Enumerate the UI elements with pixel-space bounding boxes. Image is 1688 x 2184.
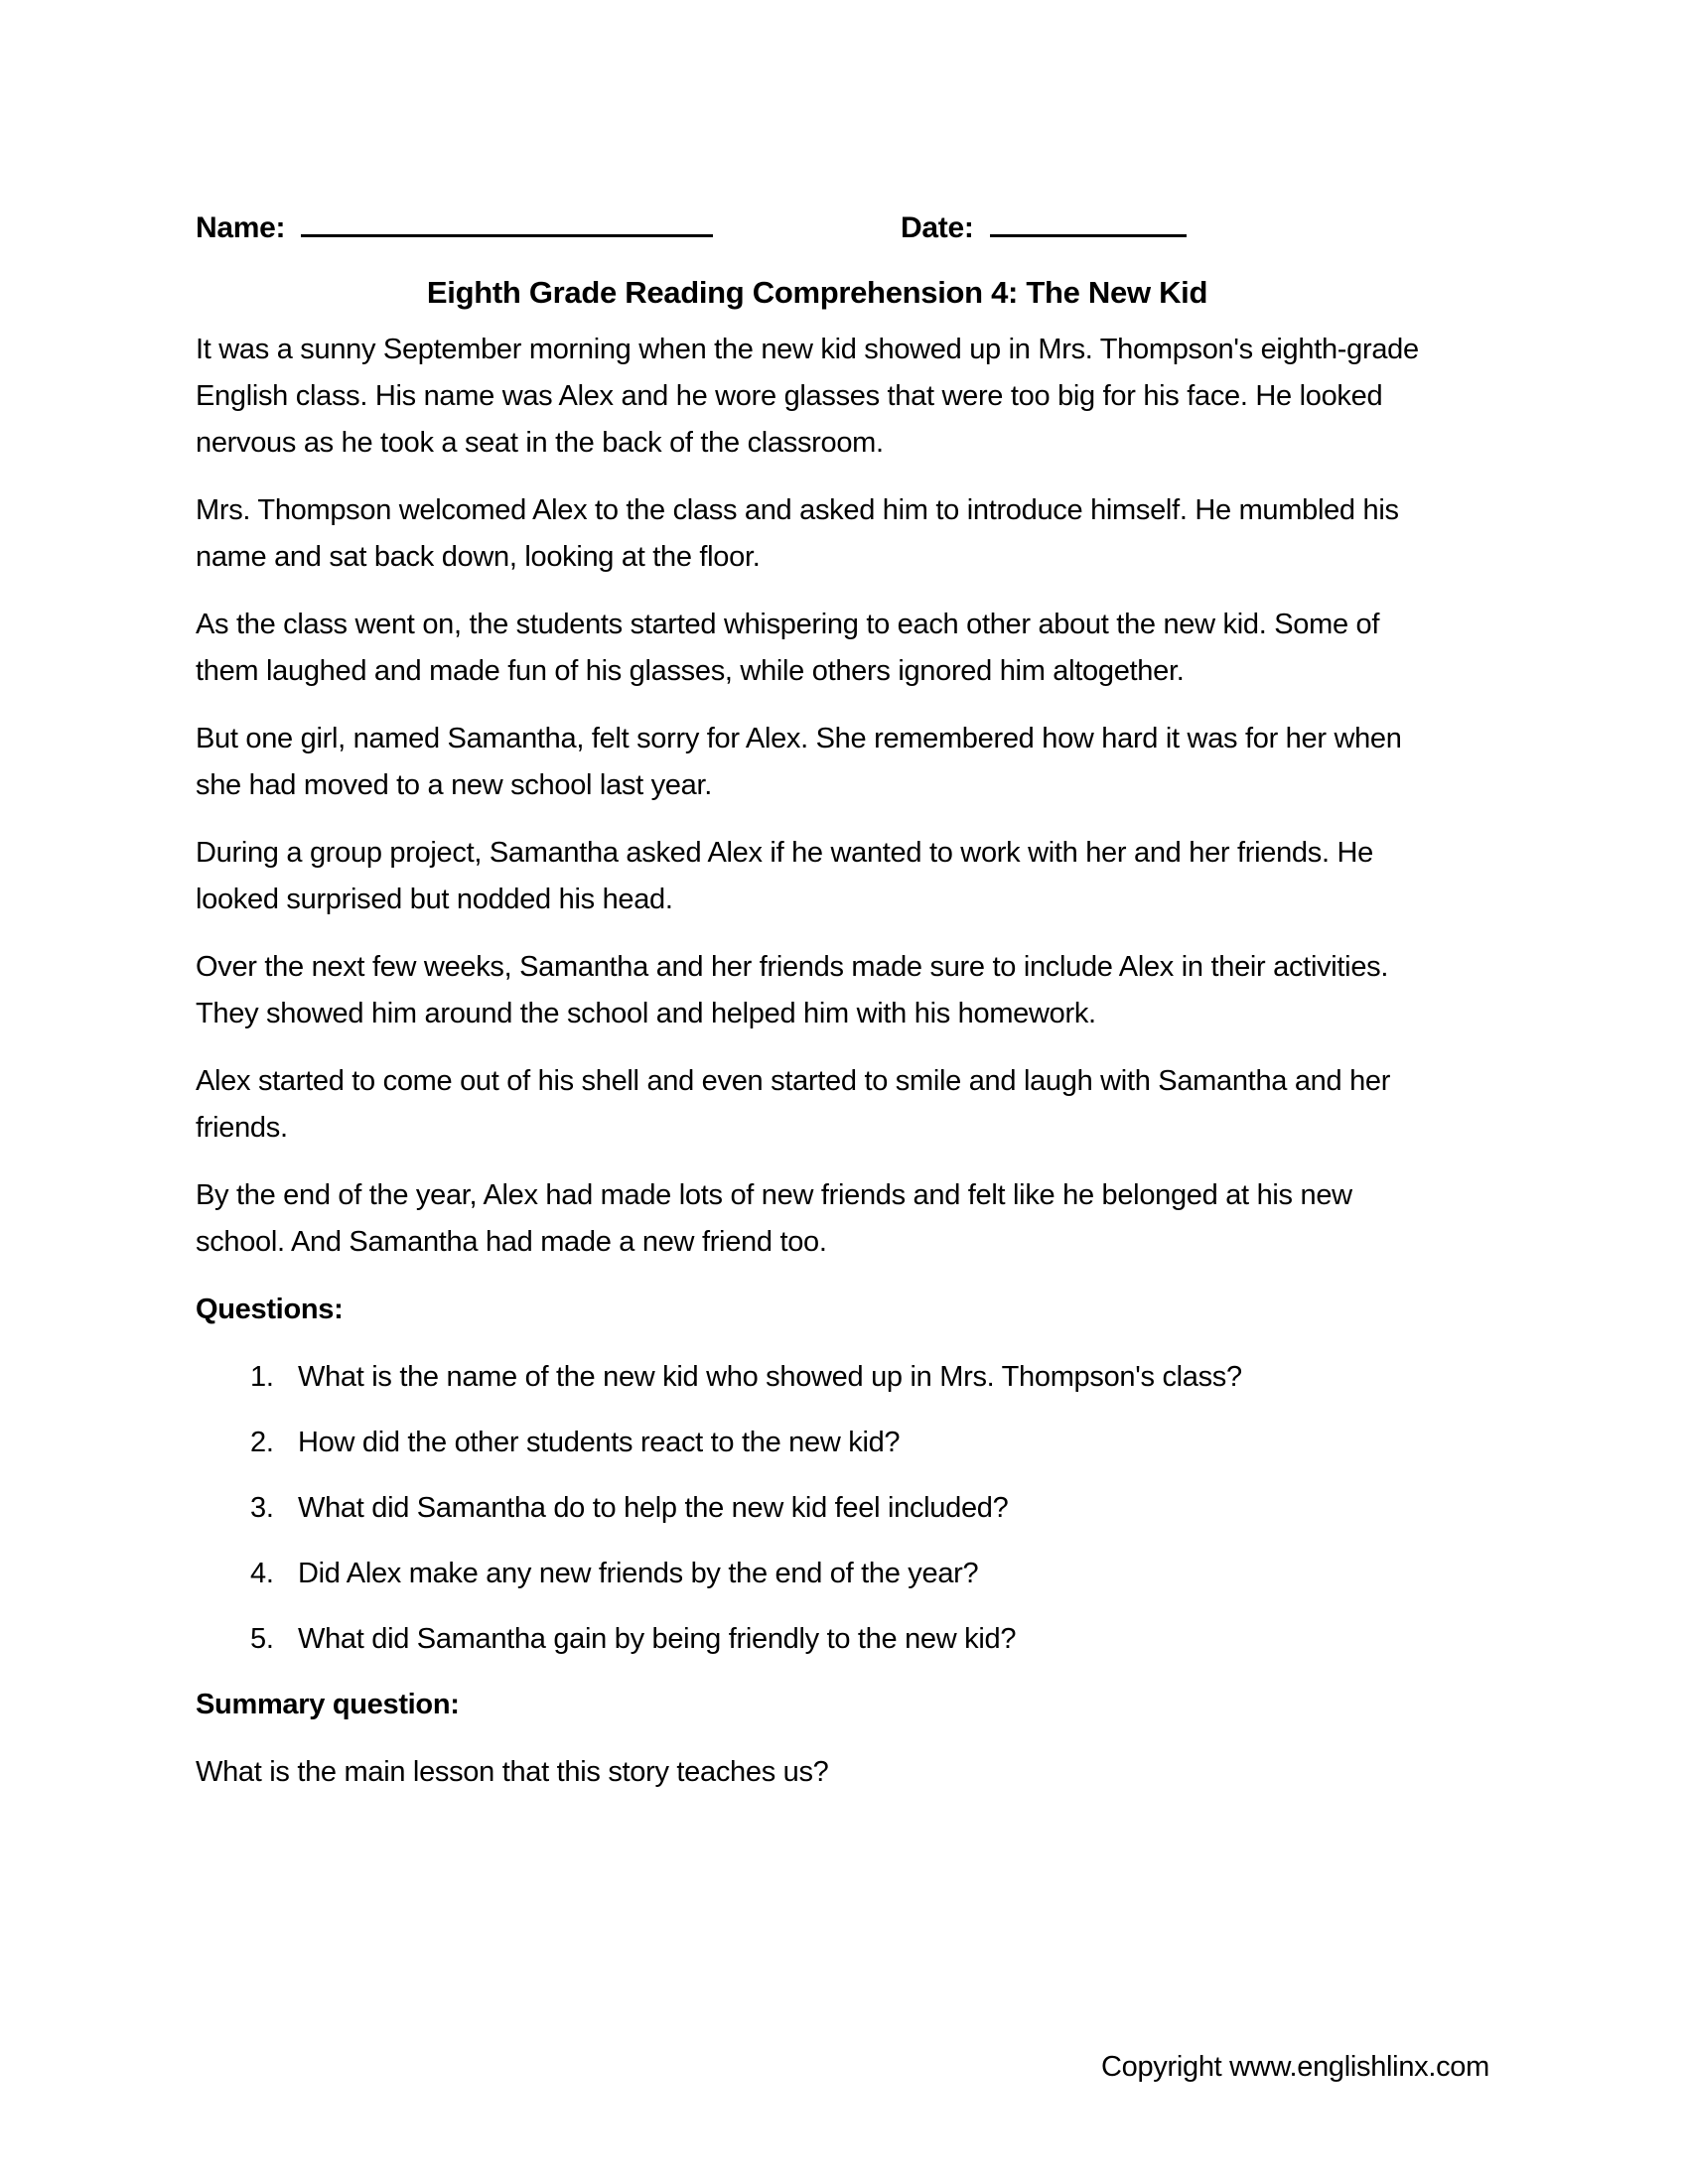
date-blank-line: [990, 204, 1187, 237]
story-paragraph: Mrs. Thompson welcomed Alex to the class and asked him to introduce himself. He mumbled his name and sat back down, looking at the floor.: [196, 494, 1399, 573]
question-number: 3.: [250, 1492, 274, 1524]
name-label: Name:: [196, 211, 286, 244]
header-row: [196, 204, 1439, 250]
question-item: [196, 1485, 1439, 1532]
worksheet-content: [196, 204, 1439, 1817]
question-number: 4.: [250, 1558, 274, 1589]
question-item: [196, 1551, 1439, 1597]
question-number: 5.: [250, 1623, 274, 1655]
question-number: 2.: [250, 1427, 274, 1458]
story-paragraph: During a group project, Samantha asked Alex if he wanted to work with her and her friends. He looked surprised but nodded his head.: [196, 837, 1373, 915]
question-item: [196, 1616, 1439, 1663]
date-field-group: [901, 204, 1187, 248]
name-field-group: [196, 204, 713, 248]
story-paragraph: By the end of the year, Alex had made lots of new friends and felt like he belonged at his new school. And Samantha had made a new friend too.: [196, 1179, 1352, 1258]
story-paragraph: But one girl, named Samantha, felt sorry for Alex. She remembered how hard it was for her when she had moved to a new school last year.: [196, 723, 1402, 801]
story-paragraph: Alex started to come out of his shell and even started to smile and laugh with Samantha and her friends.: [196, 1065, 1391, 1144]
story-paragraph: It was a sunny September morning when the new kid showed up in Mrs. Thompson's eighth-grade English class. His name was Alex and he wore glasses that were too big for his face. He looked nervous as he took a seat in the back of the classroom.: [196, 334, 1419, 459]
question-number: 1.: [250, 1361, 274, 1393]
date-label: Date:: [901, 211, 974, 244]
question-text: What did Samantha do to help the new kid feel included?: [298, 1492, 1009, 1524]
questions-heading: Questions:: [196, 1294, 344, 1325]
summary-question: What is the main lesson that this story teaches us?: [196, 1756, 829, 1788]
question-text: What did Samantha gain by being friendly to the new kid?: [298, 1623, 1017, 1655]
question-list: [196, 1354, 1439, 1663]
footer-copyright: Copyright www.englishlinx.com: [1100, 2051, 1489, 2083]
name-blank-line: [301, 204, 713, 237]
question-text: Did Alex make any new friends by the end of the year?: [298, 1558, 979, 1589]
summary-heading: Summary question:: [196, 1689, 460, 1720]
question-text: How did the other students react to the new kid?: [298, 1427, 901, 1458]
question-item: [196, 1354, 1439, 1401]
worksheet-title: Eighth Grade Reading Comprehension 4: The New Kid: [426, 275, 1208, 310]
story-paragraph: Over the next few weeks, Samantha and her friends made sure to include Alex in their activities. They showed him around the school and helped him with his homework.: [196, 951, 1389, 1029]
question-text: What is the name of the new kid who showed up in Mrs. Thompson's class?: [298, 1361, 1242, 1393]
question-item: [196, 1420, 1439, 1466]
story-paragraph: As the class went on, the students started whispering to each other about the new kid. Some of them laughed and made fun of his glasses, while others ignored him altogether.: [196, 609, 1380, 687]
